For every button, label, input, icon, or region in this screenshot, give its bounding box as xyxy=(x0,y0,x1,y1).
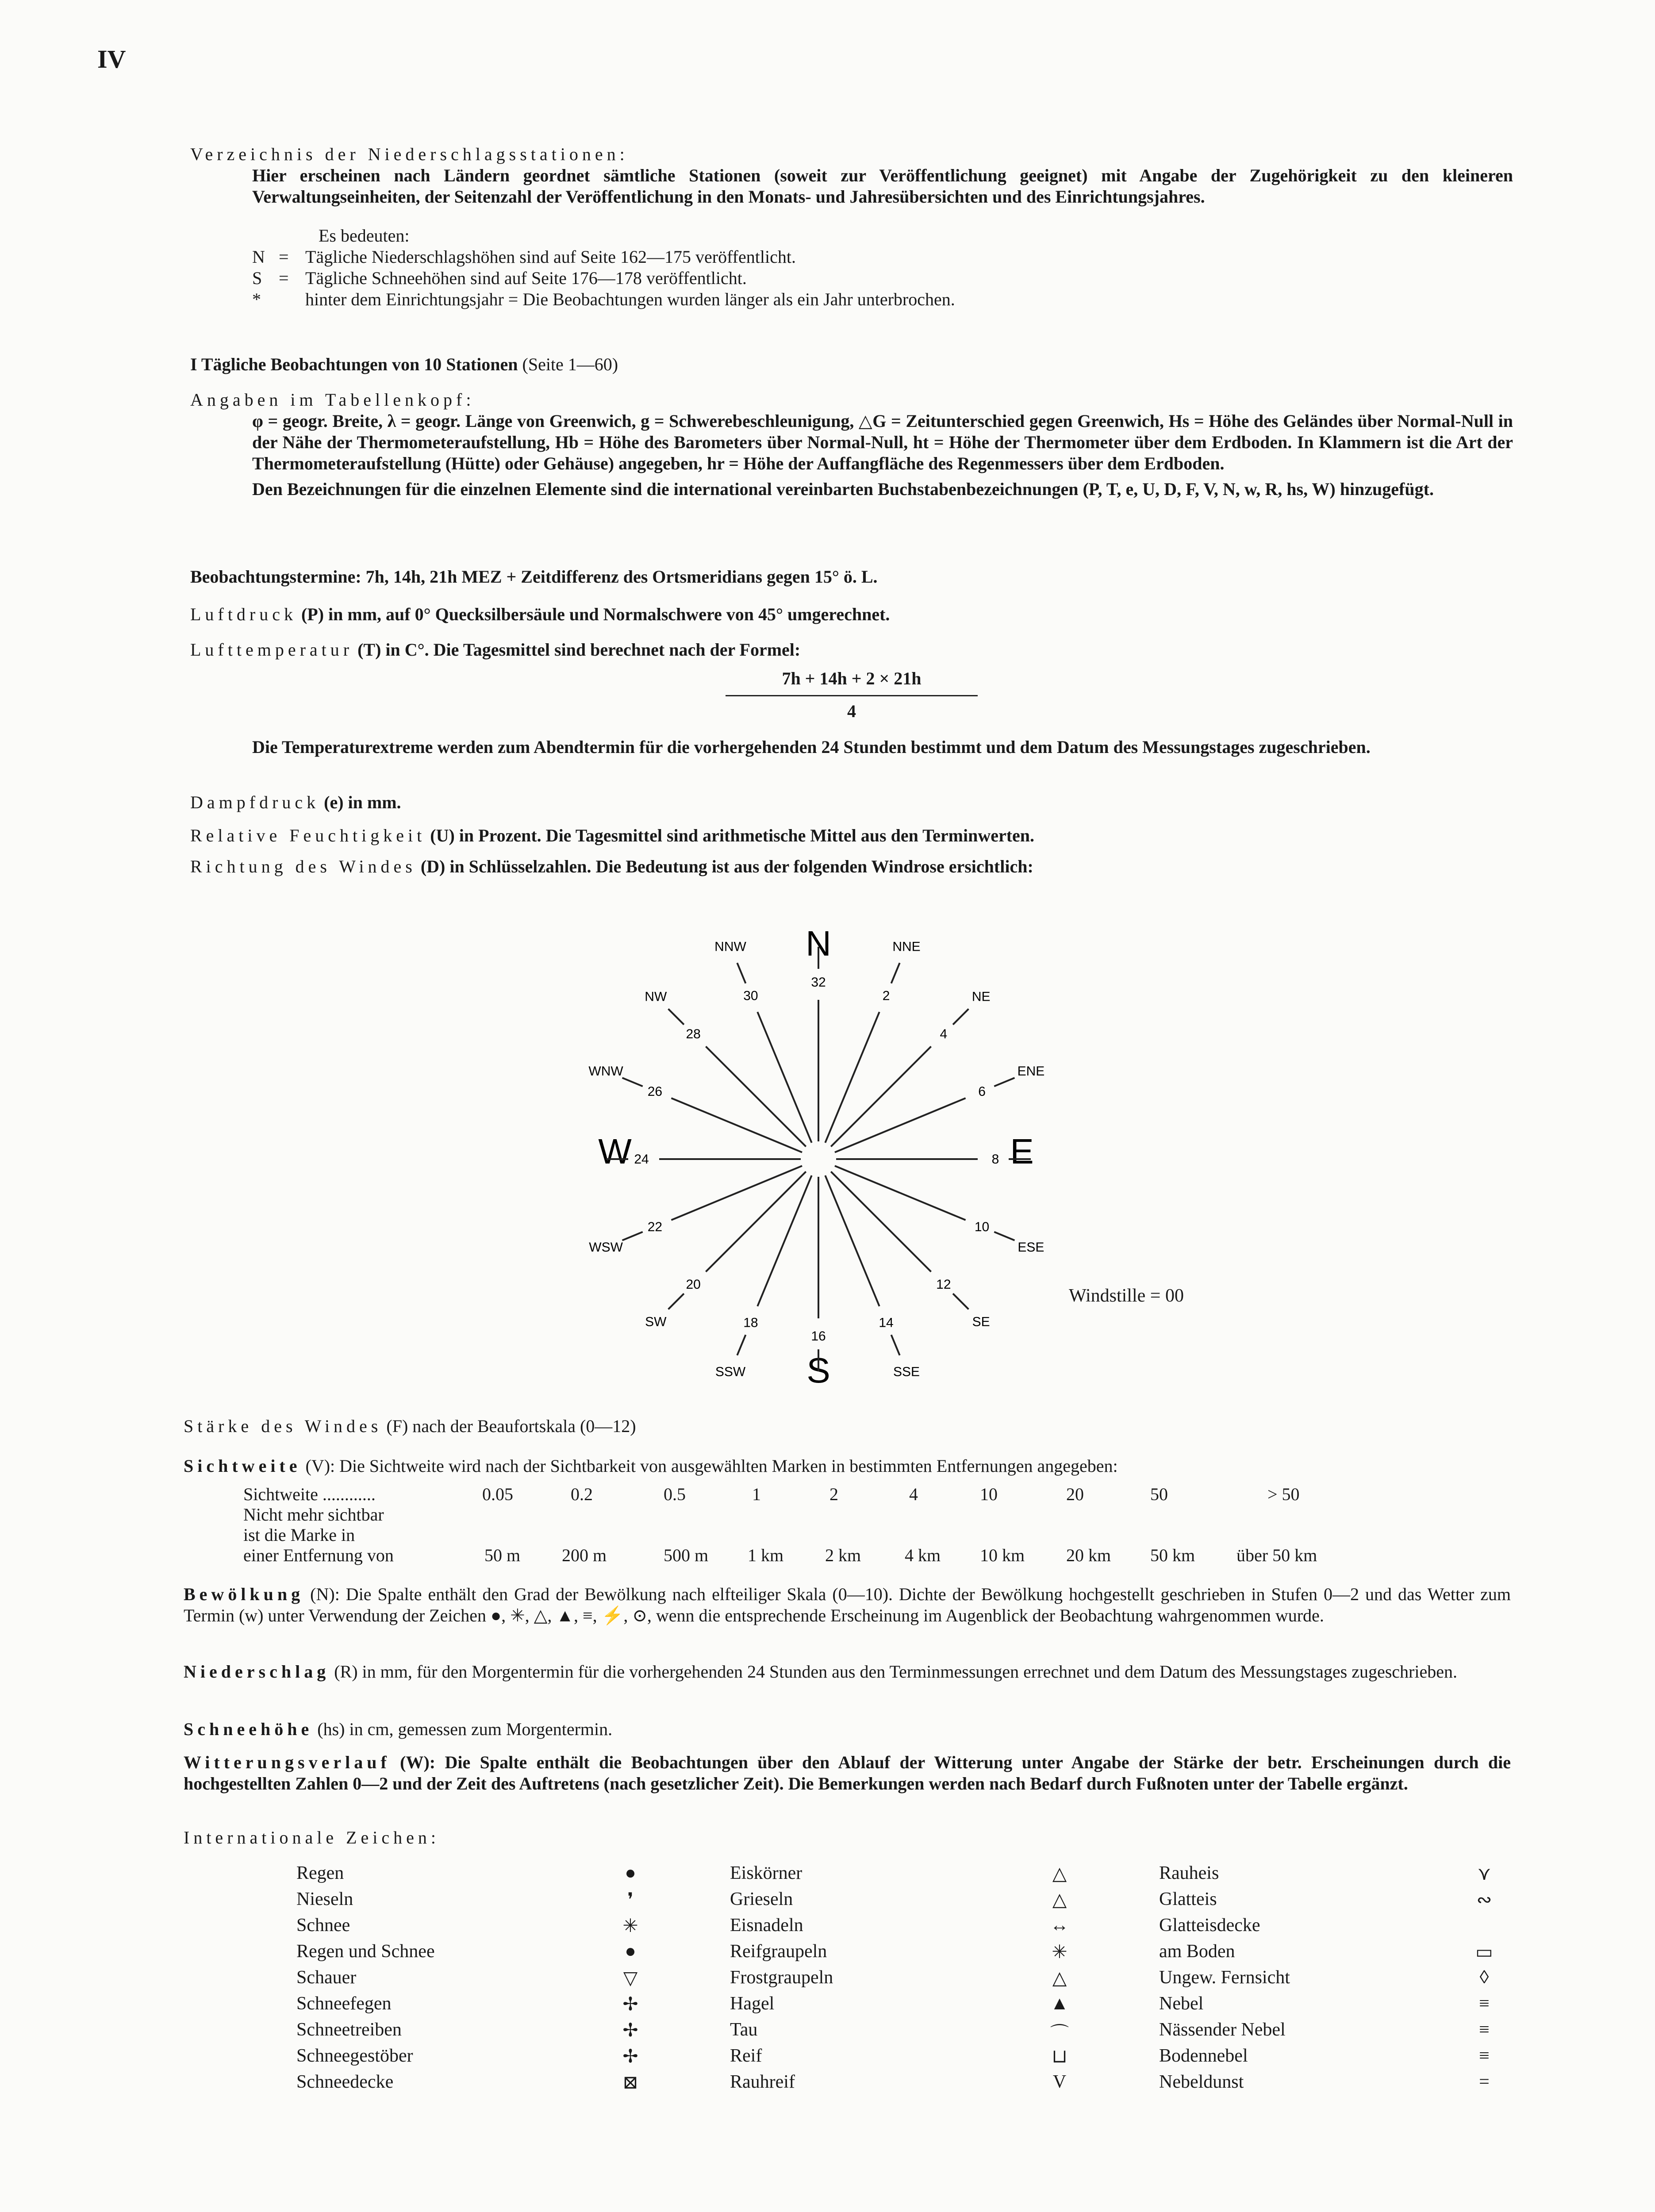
sichtweite-distance: über 50 km xyxy=(1236,1545,1317,1565)
formula-numerator: 7h + 14h + 2 × 21h xyxy=(726,668,978,696)
zeichen-symbol: △ xyxy=(1052,1864,1067,1884)
wind-rose-diagram xyxy=(588,920,1048,1389)
definition-key: * xyxy=(252,289,261,309)
wind-tick xyxy=(668,1294,684,1309)
sichtweite-value: 1 xyxy=(752,1484,761,1504)
zeichen-row xyxy=(296,1889,1535,1915)
zeichen-table xyxy=(296,1863,1535,2097)
niederschlag-entry xyxy=(184,1661,1511,1682)
sichtweite-desc: Nicht mehr sichtbar xyxy=(243,1505,384,1525)
wind-ray xyxy=(706,1171,806,1271)
beobachtungstermine: Beobachtungstermine: 7h, 14h, 21h MEZ + Zeitdifferenz des Ortsmeridians gegen 15° ö. L. xyxy=(190,567,878,587)
zeichen-label: Schneetreiben xyxy=(296,2020,402,2040)
zeichen-symbol: ⊠ xyxy=(622,2073,638,2093)
dampfdruck-entry xyxy=(190,792,1513,813)
verzeichnis-section xyxy=(190,144,1513,310)
zeichen-symbol: ≡ xyxy=(1479,1993,1490,2014)
cardinal-e-label: E xyxy=(1010,1132,1034,1171)
windstille-note: Windstille = 00 xyxy=(1069,1286,1184,1306)
zeichen-symbol: ✳ xyxy=(1052,1942,1067,1962)
zeichen-label: Bodennebel xyxy=(1159,2046,1248,2066)
wind-tick xyxy=(994,1232,1014,1240)
feuchtigkeit-entry xyxy=(190,825,1513,846)
sichtweite-distance: 1 km xyxy=(748,1545,784,1565)
definition-eq: = xyxy=(279,247,289,267)
sichtweite-entry xyxy=(184,1455,1506,1477)
sichtweite-distance-row xyxy=(243,1545,1438,1566)
definition-eq xyxy=(279,289,305,310)
definition-list xyxy=(190,246,1513,310)
sichtweite-value: 0.5 xyxy=(664,1484,686,1504)
zeichen-symbol: ⋎ xyxy=(1477,1864,1491,1884)
zeichen-label: Regen und Schnee xyxy=(296,1941,435,1962)
zeichen-symbol: ✳ xyxy=(622,1916,638,1936)
zeichen-label: Schneefegen xyxy=(296,1993,392,2014)
wind-direction-label: SSW xyxy=(715,1364,746,1379)
zeichen-label: Nässender Nebel xyxy=(1159,2020,1286,2040)
cardinal-n-label: N xyxy=(806,924,831,963)
zeichen-symbol: ● xyxy=(625,1941,636,1962)
verzeichnis-text: Hier erscheinen nach Ländern geordnet sämtliche Stationen (soweit zur Veröffentlichung geeignet) mit Angabe der Zugehörigkeit zu den kleineren Verwaltungseinheiten, der Seitenzahl der Veröffentlichung in den Monats- und Jahresübersichten und des Einrichtungsjahres. xyxy=(252,165,1513,207)
definition-text: hinter dem Einrichtungsjahr = Die Beobachtungen wurden länger als ein Jahr unterbrochen. xyxy=(305,289,955,309)
zeichen-symbol: ✢ xyxy=(622,2020,638,2041)
zeichen-label: Nebel xyxy=(1159,1993,1204,2014)
sichtweite-distance: 4 km xyxy=(905,1545,941,1565)
wind-code-label: 12 xyxy=(936,1277,951,1292)
wind-tick xyxy=(953,1009,968,1025)
zeichen-symbol: ≡ xyxy=(1479,2046,1490,2066)
wind-direction-label: SE xyxy=(972,1314,990,1329)
definition-key: N xyxy=(252,247,265,267)
witterungsverlauf-text: (W): Die Spalte enthält die Beobachtungen über den Ablauf der Witterung unter Angabe der Stärke der betr. Erscheinungen durch die hochgestellten Zahlen 0—2 und der Zeit des Auftretens (nach gesetzlicher Zeit). Die Bemerkungen werden nach Bedarf durch Fußnoten unter der Tabelle ergänzt. xyxy=(184,1752,1511,1793)
sichtweite-distance: 50 m xyxy=(484,1545,521,1565)
zeichen-label: Tau xyxy=(730,2020,758,2040)
wind-ray xyxy=(671,1166,802,1220)
sichtweite-row-label: Sichtweite ............ xyxy=(243,1484,376,1504)
temperaturextreme-text: Die Temperaturextreme werden zum Abendtermin für die vorhergehenden 24 Stunden bestimmt und dem Datum des Messungstages zugeschrieben. xyxy=(252,737,1371,757)
bewoelkung-entry xyxy=(184,1584,1511,1626)
definition-text: Tägliche Schneehöhen sind auf Seite 176—178 veröffentlicht. xyxy=(305,268,747,288)
zeichen-label: Nieseln xyxy=(296,1889,353,1909)
sichtweite-distance: 10 km xyxy=(980,1545,1025,1565)
definition-eq: = xyxy=(279,268,289,288)
zeichen-symbol: ❜ xyxy=(627,1890,634,1910)
wind-code-label: 20 xyxy=(686,1277,701,1292)
wind-direction-label: ENE xyxy=(1017,1064,1045,1079)
zeichen-label: Ungew. Fernsicht xyxy=(1159,1967,1290,1988)
luftdruck-entry xyxy=(190,604,1513,625)
wind-direction-label: NNE xyxy=(892,939,921,954)
sichtweite-table xyxy=(243,1484,1438,1566)
zeichen-label: Rauhreif xyxy=(730,2072,795,2092)
zeichen-symbol: ≡ xyxy=(1479,2020,1490,2040)
wind-tick xyxy=(891,1335,900,1355)
definition-row xyxy=(252,289,1513,310)
zeichen-row xyxy=(296,2071,1535,2097)
wind-direction-label: NW xyxy=(645,989,667,1004)
sichtweite-distance: 200 m xyxy=(562,1545,607,1565)
wind-tick xyxy=(953,1294,968,1309)
niederschlag-label: Niederschlag xyxy=(184,1662,330,1682)
definition-key: S xyxy=(252,268,262,288)
windrichtung-text: (D) in Schlüsselzahlen. Die Bedeutung ist aus der folgenden Windrose ersichtlich: xyxy=(420,856,1033,876)
sichtweite-desc: einer Entfernung von xyxy=(243,1545,394,1565)
cardinal-w-label: W xyxy=(598,1132,632,1171)
sichtweite-value: 0.2 xyxy=(571,1484,593,1504)
wind-direction-label: ESE xyxy=(1018,1240,1044,1255)
zeichen-label: Schneegestöber xyxy=(296,2046,413,2066)
zeichen-label: Hagel xyxy=(730,1993,775,2014)
tabellenkopf-text: φ = geogr. Breite, λ = geogr. Länge von Greenwich, g = Schwerebeschleunigung, △G = Zeitunterschied gegen Greenwich, Hs = Höhe des Geländes über Normal-Null in der Nähe der Thermometeraufstellung, Hb = Höhe des Barometers über Normal-Null, ht = Höhe der Thermometer über dem Erdboden. In Klammern ist die Art der Thermometeraufstellung (Hütte) oder Gehäuse) angegeben, hr = Höhe der Auffangfläche des Regenmessers über dem Erdboden. xyxy=(252,411,1513,473)
dampfdruck-label: Dampfdruck xyxy=(190,792,320,812)
wind-code-label: 22 xyxy=(647,1220,663,1235)
wind-tick xyxy=(668,1009,684,1025)
zeichen-label: Rauheis xyxy=(1159,1863,1219,1883)
lufttemperatur-text: (T) in C°. Die Tagesmittel sind berechnet nach der Formel: xyxy=(357,640,801,660)
feuchtigkeit-label: Relative Feuchtigkeit xyxy=(190,826,426,845)
wind-direction-label: WSW xyxy=(589,1240,623,1255)
wind-tick xyxy=(737,1335,745,1355)
sichtweite-value: 10 xyxy=(980,1484,998,1504)
sichtweite-desc-row xyxy=(243,1505,1438,1525)
wind-ray xyxy=(831,1046,931,1146)
wind-ray xyxy=(706,1046,806,1146)
wind-ray xyxy=(831,1171,931,1271)
zeichen-label: Glatteis xyxy=(1159,1889,1217,1909)
wind-ray xyxy=(825,1175,879,1306)
wind-code-label: 6 xyxy=(978,1084,986,1099)
sichtweite-label: Sichtweite xyxy=(184,1456,301,1476)
wind-tick xyxy=(622,1078,643,1086)
sichtweite-value: 50 xyxy=(1150,1484,1168,1504)
sichtweite-desc: ist die Marke in xyxy=(243,1525,355,1545)
schneehoehe-label: Schneehöhe xyxy=(184,1719,313,1739)
wind-ray xyxy=(757,1175,811,1306)
zeichen-symbol: ● xyxy=(625,1863,636,1883)
wind-ray xyxy=(825,1012,879,1143)
zeichen-symbol: ↔ xyxy=(1050,1915,1069,1936)
feuchtigkeit-text: (U) in Prozent. Die Tagesmittel sind arithmetische Mittel aus den Terminwerten. xyxy=(430,826,1035,845)
windstaerke-text: (F) nach der Beaufortskala (0—12) xyxy=(386,1416,636,1436)
wind-direction-label: SW xyxy=(645,1314,667,1329)
section-i-heading: I Tägliche Beobachtungen von 10 Stationen xyxy=(190,354,518,374)
lufttemperatur-entry xyxy=(190,639,1513,661)
sichtweite-distance: 50 km xyxy=(1150,1545,1195,1565)
wind-tick xyxy=(994,1078,1014,1086)
zeichen-label: Schauer xyxy=(296,1967,357,1988)
temperature-formula xyxy=(726,668,978,722)
wind-code-label: 2 xyxy=(882,988,890,1003)
zeichen-symbol: ✢ xyxy=(622,1994,638,2015)
zeichen-label: Reifgraupeln xyxy=(730,1941,827,1962)
wind-direction-label: NE xyxy=(971,989,991,1004)
definition-row xyxy=(252,246,1513,268)
sichtweite-value: > 50 xyxy=(1267,1484,1300,1504)
zeichen-label: Eiskörner xyxy=(730,1863,803,1883)
zeichen-label: am Boden xyxy=(1159,1941,1235,1962)
luftdruck-text: (P) in mm, auf 0° Quecksilbersäule und Normalschwere von 45° umgerechnet. xyxy=(301,604,890,624)
schneehoehe-entry xyxy=(184,1719,1506,1740)
wind-direction-label: NNW xyxy=(714,939,746,954)
tabellenkopf-section xyxy=(190,389,1513,500)
sichtweite-values-row xyxy=(243,1484,1438,1505)
zeichen-symbol: ∾ xyxy=(1476,1890,1492,1910)
witterungsverlauf-label: Witterungsverlauf xyxy=(184,1752,391,1772)
zeichen-row xyxy=(296,1967,1535,1993)
zeichen-symbol: ⌒ xyxy=(1050,2024,1069,2044)
sichtweite-desc-row xyxy=(243,1525,1438,1545)
zeichen-symbol: ▽ xyxy=(623,1968,638,1989)
definition-row xyxy=(252,268,1513,289)
windstaerke-entry xyxy=(184,1416,1506,1437)
sichtweite-text: (V): Die Sichtweite wird nach der Sichtbarkeit von ausgewählten Marken in bestimmten Entfernungen angegeben: xyxy=(305,1456,1118,1476)
wind-ray xyxy=(835,1098,966,1152)
zeichen-symbol: ⊔ xyxy=(1052,2047,1067,2067)
bewoelkung-text: (N): Die Spalte enthält den Grad der Bewölkung nach elfteiliger Skala (0—10). Dichte der Bewölkung hochgestellt geschrieben in Stufen 0—2 und das Wetter zum Termin (w) unter Verwendung der Zeichen ●, ✳, △, ▲, ≡, ⚡, ⊙, wenn die entsprechende Erscheinung im Augenblick der Beobachtung wahrgenommen wurde. xyxy=(184,1584,1511,1625)
zeichen-heading: Internationale Zeichen: xyxy=(184,1828,440,1847)
wind-direction-label: SSE xyxy=(893,1364,920,1379)
schneehoehe-text: (hs) in cm, gemessen zum Morgentermin. xyxy=(317,1719,613,1739)
section-i xyxy=(190,354,1513,375)
zeichen-row xyxy=(296,1993,1535,2019)
zeichen-symbol: V xyxy=(1052,2072,1067,2092)
niederschlag-text: (R) in mm, für den Morgentermin für die vorhergehenden 24 Stunden aus den Terminmessungen errechnet und dem Datum des Messungstages zugeschrieben. xyxy=(334,1662,1457,1682)
zeichen-label: Schnee xyxy=(296,1915,350,1936)
wind-code-label: 30 xyxy=(743,988,758,1003)
zeichen-row xyxy=(296,1941,1535,1967)
wind-tick xyxy=(622,1232,643,1240)
zeichen-row xyxy=(296,2045,1535,2071)
lufttemperatur-label: Lufttemperatur xyxy=(190,640,353,660)
sichtweite-value: 2 xyxy=(829,1484,838,1504)
wind-code-label: 18 xyxy=(743,1315,758,1330)
sichtweite-distance: 20 km xyxy=(1066,1545,1111,1565)
wind-tick xyxy=(891,963,900,983)
zeichen-symbol: ✢ xyxy=(622,2047,638,2067)
wind-code-label: 26 xyxy=(647,1084,663,1099)
wind-code-label: 16 xyxy=(811,1329,826,1344)
es-bedeuten-label: Es bedeuten: xyxy=(319,226,410,246)
tabellenkopf-text-2: Den Bezeichnungen für die einzelnen Elemente sind die international vereinbarten Buchstabenbezeichnungen (P, T, e, U, D, F, V, N, w, R, hs, W) hinzugefügt. xyxy=(252,479,1434,499)
dampfdruck-text: (e) in mm. xyxy=(324,792,401,812)
wind-code-label: 24 xyxy=(634,1152,649,1167)
zeichen-label: Grieseln xyxy=(730,1889,793,1909)
zeichen-label: Schneedecke xyxy=(296,2072,394,2092)
zeichen-symbol: = xyxy=(1479,2072,1490,2092)
zeichen-label: Glatteisdecke xyxy=(1159,1915,1260,1936)
definition-text: Tägliche Niederschlagshöhen sind auf Seite 162—175 veröffentlicht. xyxy=(305,247,796,267)
wind-ray xyxy=(835,1166,966,1220)
wind-code-label: 28 xyxy=(686,1027,701,1042)
wind-ray xyxy=(671,1098,802,1152)
bewoelkung-label: Bewölkung xyxy=(184,1584,304,1604)
sichtweite-value: 4 xyxy=(909,1484,918,1504)
tabellenkopf-heading: Angaben im Tabellenkopf: xyxy=(190,390,475,410)
section-i-pages: (Seite 1—60) xyxy=(522,354,618,374)
wind-direction-label: WNW xyxy=(588,1064,623,1079)
zeichen-row xyxy=(296,1863,1535,1889)
wind-code-label: 14 xyxy=(879,1315,894,1330)
wind-code-label: 32 xyxy=(811,975,826,990)
zeichen-label: Reif xyxy=(730,2046,762,2066)
page-number: IV xyxy=(97,45,126,73)
verzeichnis-heading: Verzeichnis der Niederschlagsstationen: xyxy=(190,144,629,164)
wind-code-label: 8 xyxy=(991,1152,999,1167)
zeichen-row xyxy=(296,2019,1535,2045)
sichtweite-value: 20 xyxy=(1066,1484,1084,1504)
windstaerke-label: Stärke des Windes xyxy=(184,1416,382,1436)
windrichtung-entry xyxy=(190,856,1513,877)
sichtweite-distance: 2 km xyxy=(825,1545,861,1565)
wind-code-label: 10 xyxy=(974,1220,990,1235)
sichtweite-distance: 500 m xyxy=(664,1545,709,1565)
cardinal-s-label: S xyxy=(806,1351,830,1389)
witterungsverlauf-entry xyxy=(184,1752,1511,1794)
zeichen-symbol: ▲ xyxy=(1050,1993,1069,2014)
zeichen-label: Nebeldunst xyxy=(1159,2072,1244,2092)
zeichen-row xyxy=(296,1915,1535,1941)
zeichen-label: Eisnadeln xyxy=(730,1915,803,1936)
zeichen-symbol: △ xyxy=(1052,1890,1067,1910)
zeichen-symbol: ▭ xyxy=(1475,1942,1493,1962)
sichtweite-value: 0.05 xyxy=(482,1484,513,1504)
windrichtung-label: Richtung des Windes xyxy=(190,856,416,876)
wind-code-label: 4 xyxy=(940,1027,948,1042)
zeichen-symbol: △ xyxy=(1052,1968,1067,1989)
luftdruck-label: Luftdruck xyxy=(190,604,297,624)
wind-ray xyxy=(757,1012,811,1143)
zeichen-label: Regen xyxy=(296,1863,344,1883)
wind-tick xyxy=(737,963,745,983)
formula-denominator: 4 xyxy=(847,701,856,721)
zeichen-label: Frostgraupeln xyxy=(730,1967,833,1988)
zeichen-symbol: ◊ xyxy=(1479,1967,1489,1988)
